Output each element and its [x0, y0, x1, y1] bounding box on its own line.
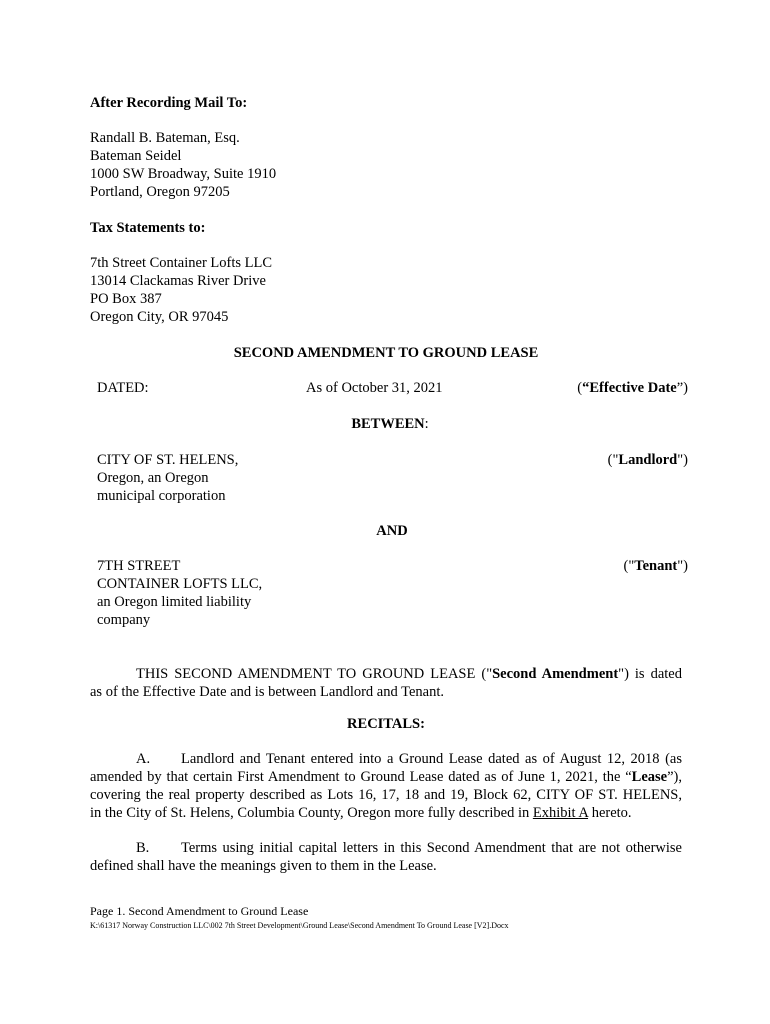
tenant-party: [97, 557, 262, 629]
tax-to-address: [90, 254, 272, 326]
tax-to-line: Oregon City, OR 97045: [90, 309, 229, 325]
recital-text: Landlord and Tenant entered into a Ground Lease dated as of August 12, 2018 (as: [181, 751, 682, 767]
tag-bold: “Effective Date: [582, 380, 677, 396]
landlord-line: municipal corporation: [97, 488, 226, 504]
recital-text: in the City of St. Helens, Columbia County, Oregon more fully described in: [90, 805, 533, 821]
recital-marker: A.: [136, 751, 151, 767]
tag-close: ”): [676, 380, 688, 396]
recital-text: amended by that certain First Amendment to Ground Lease dated as of June 1, 2021, the “: [90, 769, 632, 785]
recital-bold: Lease: [631, 769, 668, 785]
recital-line: [90, 768, 682, 786]
mail-to-heading: After Recording Mail To:: [90, 95, 248, 111]
recital-line: [90, 804, 682, 822]
intro-line: [90, 665, 682, 683]
intro-paragraph: [90, 665, 682, 701]
document-title: SECOND AMENDMENT TO GROUND LEASE: [233, 345, 539, 361]
recital-text: Terms using initial capital letters in this Second Amendment that are not otherwise: [181, 840, 682, 856]
tax-to-line: 7th Street Container Lofts LLC: [90, 255, 273, 271]
recital-line: covering the real property described as Lots 16, 17, 18 and 19, Block 62, CITY OF ST. HELENS,: [90, 787, 682, 803]
recital-line: [90, 750, 682, 768]
exhibit-a-link: Exhibit A: [532, 805, 589, 821]
between-heading: [90, 415, 690, 433]
tag-bold: Landlord: [618, 452, 678, 468]
landlord-line: Oregon, an Oregon: [97, 470, 209, 486]
tax-to-heading: Tax Statements to:: [90, 220, 206, 236]
effective-date-tag: [577, 379, 688, 397]
mail-to-line: Bateman Seidel: [90, 148, 182, 164]
tenant-line: CONTAINER LOFTS LLC,: [97, 576, 263, 592]
tenant-line: company: [97, 612, 151, 628]
intro-text: THIS SECOND AMENDMENT TO GROUND LEASE (": [136, 666, 493, 682]
recital-line: [90, 839, 682, 857]
recital-marker: B.: [136, 840, 150, 856]
mail-to-line: 1000 SW Broadway, Suite 1910: [90, 166, 277, 182]
dated-value: As of October 31, 2021: [306, 380, 443, 396]
landlord-tag: [608, 451, 688, 469]
tag-close: "): [677, 558, 688, 574]
tag-bold: Tenant: [634, 558, 678, 574]
recital-text: ”),: [667, 769, 682, 785]
recital-a: [90, 750, 682, 822]
mail-to-address: [90, 129, 276, 201]
footer-page-line: Page 1. Second Amendment to Ground Lease: [90, 904, 309, 918]
tax-to-line: PO Box 387: [90, 291, 162, 307]
recitals-heading: RECITALS:: [347, 716, 425, 732]
landlord-party: [97, 451, 238, 505]
mail-to-line: Randall B. Bateman, Esq.: [90, 130, 240, 146]
recital-b: [90, 839, 682, 875]
dated-label: DATED:: [97, 380, 149, 396]
intro-line: as of the Effective Date and is between Landlord and Tenant.: [90, 684, 444, 700]
tenant-line: an Oregon limited liability: [97, 594, 252, 610]
intro-text: ") is dated: [618, 666, 682, 682]
recital-text: hereto.: [588, 805, 632, 821]
tenant-line: 7TH STREET: [97, 558, 181, 574]
between-label: BETWEEN: [351, 416, 425, 432]
recital-line: defined shall have the meanings given to them in the Lease.: [90, 858, 437, 874]
tag-close: "): [677, 452, 688, 468]
tag-open: (": [623, 558, 635, 574]
tag-open: (: [577, 380, 583, 396]
tax-to-line: 13014 Clackamas River Drive: [90, 273, 266, 289]
tenant-tag: [624, 557, 688, 575]
and-heading: AND: [376, 523, 408, 539]
mail-to-line: Portland, Oregon 97205: [90, 184, 230, 200]
footer-path-line: K:\61317 Norway Construction LLC\002 7th Street Development\Ground Lease\Second Amendment To Ground Lease [V2].Docx: [90, 921, 509, 930]
tag-open: (": [607, 452, 619, 468]
intro-bold: Second Amendment: [492, 666, 619, 682]
landlord-line: CITY OF ST. HELENS,: [97, 452, 239, 468]
between-colon: :: [424, 416, 429, 432]
